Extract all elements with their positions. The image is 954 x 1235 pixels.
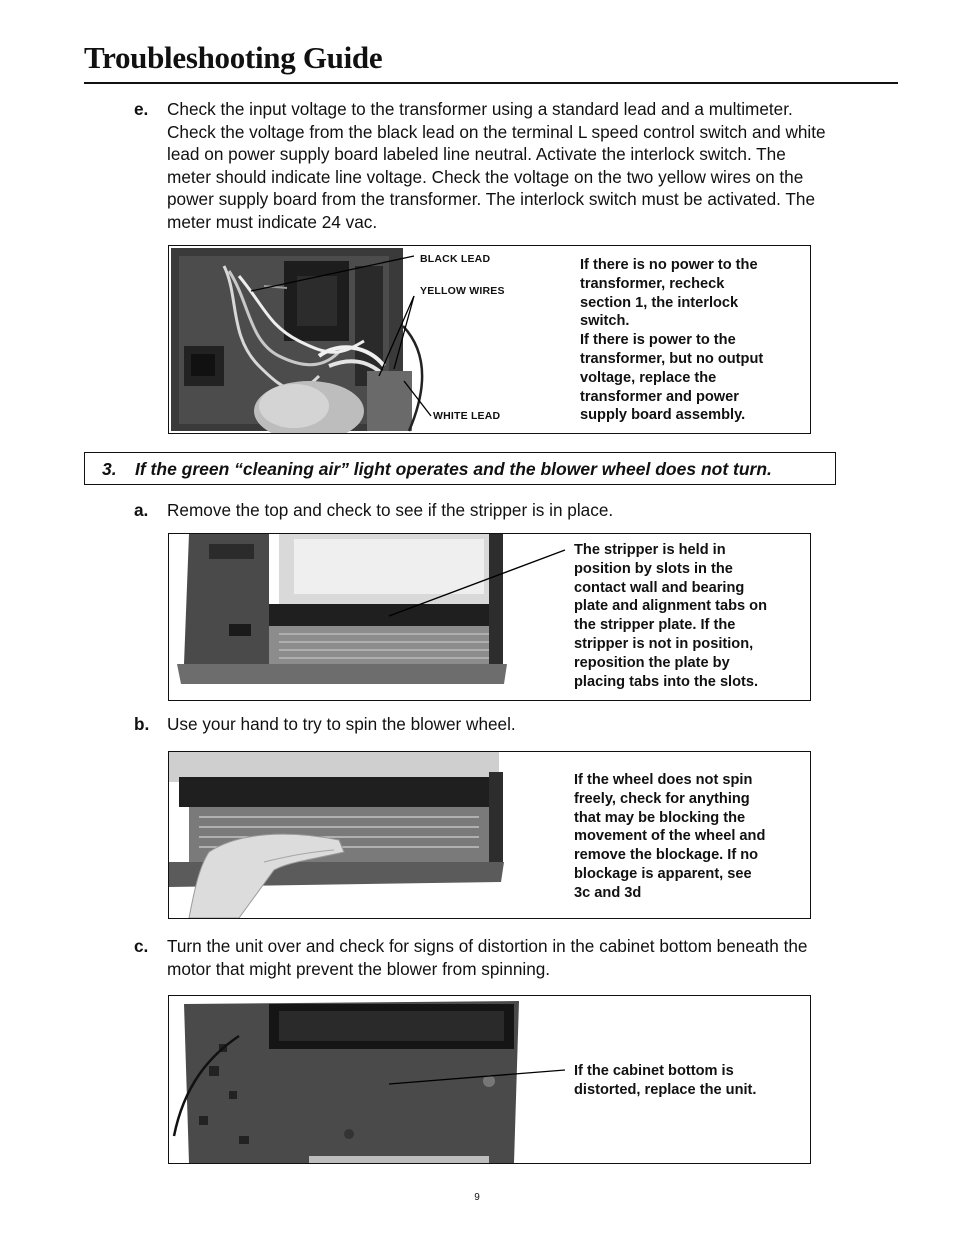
note-line: If the cabinet bottom is: [574, 1063, 734, 1079]
label-white-lead: WHITE LEAD: [433, 410, 501, 422]
section-heading-box: [84, 452, 836, 485]
note-line: If there is no power to the: [580, 257, 758, 273]
step-c-line: Turn the unit over and check for signs of distortion in the cabinet bottom beneath the: [167, 936, 808, 956]
label-yellow-wires: YELLOW WIRES: [420, 285, 505, 297]
figure-note: [574, 1062, 756, 1100]
note-line: If there is power to the: [580, 332, 736, 349]
step-e-line: power supply board from the transformer. The interlock switch must be activated. The: [167, 189, 816, 209]
note-line: the stripper plate. If the: [574, 617, 736, 634]
page-title: Troubleshooting Guide: [84, 40, 383, 75]
note-line: The stripper is held in: [574, 542, 726, 558]
step-letter: a.: [134, 500, 149, 520]
transformer-wiring-photo: [169, 246, 579, 433]
note-line: transformer and power: [580, 388, 739, 405]
note-line: that may be blocking the: [574, 809, 746, 826]
note-line: placing tabs into the slots.: [574, 673, 759, 690]
stripper-photo: [169, 534, 569, 700]
note-line: transformer, recheck: [580, 275, 725, 292]
note-line: remove the blockage. If no: [574, 847, 759, 864]
note-line: freely, check for anything: [574, 790, 750, 807]
note-line: transformer, but no output: [580, 350, 764, 367]
note-line: voltage, replace the: [580, 369, 717, 386]
figure-note: [574, 541, 767, 691]
title-rule: [84, 82, 898, 84]
step-letter: e.: [134, 99, 149, 119]
note-line: plate and alignment tabs on: [574, 598, 767, 615]
step-e-text: [167, 98, 826, 233]
step-a-text: Remove the top and check to see if the stripper is in place.: [167, 500, 614, 520]
figure-blower-wheel: [168, 751, 811, 919]
cabinet-bottom-photo: [169, 996, 569, 1163]
note-line: 3c and 3d: [574, 884, 642, 901]
note-line: movement of the wheel and: [574, 828, 766, 845]
step-e-line: Check the voltage from the black lead on the terminal L speed control switch and white: [167, 121, 826, 142]
figure-transformer-wiring: [168, 245, 811, 434]
note-line: distorted, replace the unit.: [574, 1081, 757, 1098]
blower-wheel-photo: [169, 752, 569, 918]
section-number: 3.: [102, 459, 117, 479]
step-c-line: motor that might prevent the blower from spinning.: [167, 958, 551, 979]
step-letter: c.: [134, 936, 149, 956]
page-number: 9: [474, 1192, 480, 1203]
step-letter: b.: [134, 714, 150, 734]
figure-stripper: [168, 533, 811, 701]
figure-note: [580, 256, 763, 425]
note-line: reposition the plate by: [574, 654, 730, 671]
step-e-line: lead on power supply board labeled line neutral. Activate the interlock switch. The: [167, 144, 786, 164]
label-black-lead: BLACK LEAD: [420, 253, 491, 265]
note-line: stripper is not in position,: [574, 635, 754, 652]
note-line: switch.: [580, 313, 630, 330]
step-e-line: meter must indicate 24 vac.: [167, 211, 378, 232]
section-heading: If the green “cleaning air” light operates and the blower wheel does not turn.: [135, 459, 772, 479]
step-b-text: Use your hand to try to spin the blower wheel.: [167, 714, 516, 734]
note-line: section 1, the interlock: [580, 294, 739, 311]
note-line: If the wheel does not spin: [574, 772, 753, 788]
figure-note: [574, 771, 765, 903]
note-line: contact wall and bearing: [574, 579, 745, 596]
step-c-text: [167, 935, 807, 980]
figure-cabinet-bottom: [168, 995, 811, 1164]
step-e-line: Check the input voltage to the transformer using a standard lead and a multimeter.: [167, 99, 793, 119]
note-line: blockage is apparent, see: [574, 865, 752, 882]
note-line: supply board assembly.: [580, 407, 746, 424]
note-line: position by slots in the: [574, 560, 733, 577]
step-e-line: meter should indicate line voltage. Check the voltage on the two yellow wires on the: [167, 166, 804, 187]
